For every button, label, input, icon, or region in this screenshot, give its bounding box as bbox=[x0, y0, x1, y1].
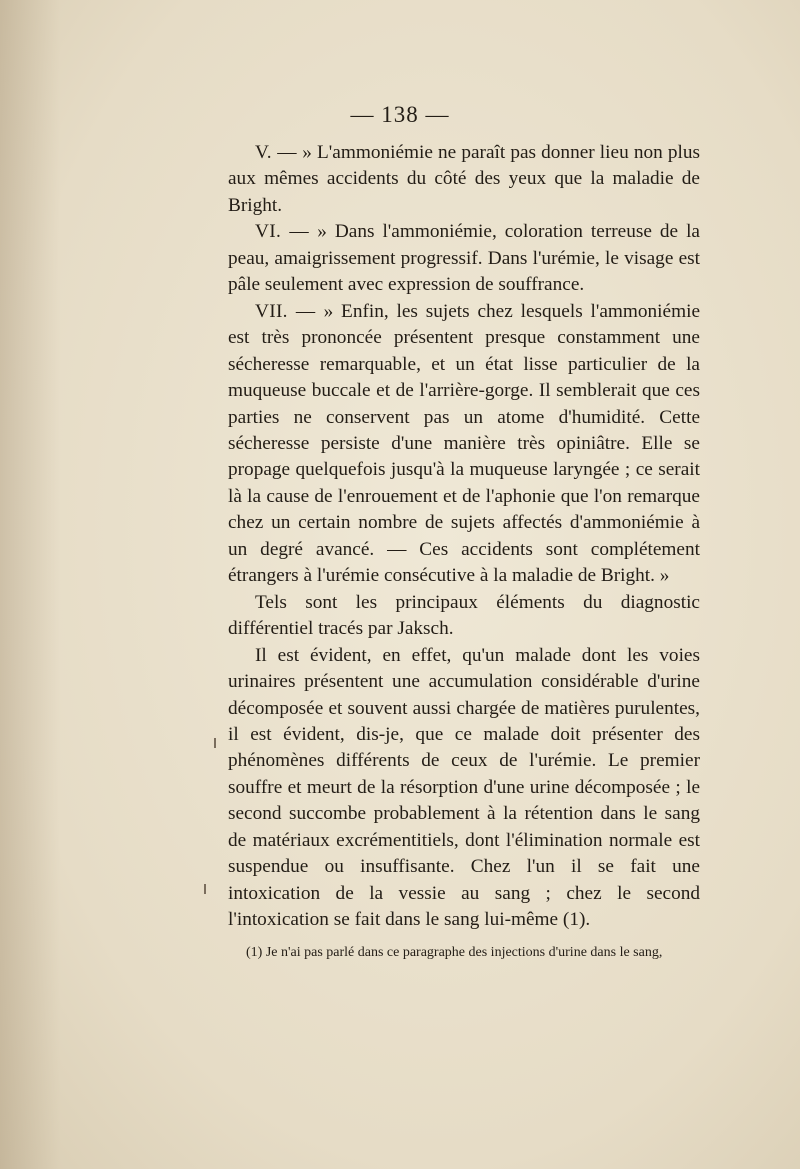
paragraph-v bbox=[228, 140, 700, 219]
paragraph-vi bbox=[228, 219, 700, 298]
footnote: (1) Je n'ai pas parlé dans ce paragraphe des injections d'urine dans le sang, bbox=[246, 945, 663, 960]
margin-mark bbox=[204, 884, 206, 894]
paragraph-vii bbox=[228, 299, 700, 590]
paragraph-text: » Dans l'ammoniémie, coloration terreuse de la peau, amaigrissement progressif. Dans l'urémie, le visage est pâle seulement avec expression de souffrance. bbox=[228, 221, 700, 296]
margin-mark bbox=[214, 738, 216, 748]
paragraph-text: Tels sont les principaux éléments du diagnostic différentiel tracés par Jaksch. bbox=[228, 591, 700, 640]
section-marker: V. — bbox=[255, 142, 303, 163]
paragraph-text: Il est évident, en effet, qu'un malade dont les voies urinaires présentent une accumulation considérable d'urine décomposée et souvent aussi chargée de matières purulentes, il est évident, dis-je, que ce malade doit présenter des phénomènes différents de ceux de l'urémie. Le premier souffre et meurt de la résorption d'une urine décomposée ; le second succombe probablement à la rétention dans le sang de matériaux excrémentitiels, dont l'élimination normale est suspendue ou insuffisante. Chez l'un il se fait une intoxication de la vessie au sang ; chez le second l'intoxication se fait dans le sang lui-même (1). bbox=[228, 644, 700, 931]
paragraph-text: » Enfin, les sujets chez lesquels l'ammoniémie est très prononcée présentent presque constamment une sécheresse remarquable, et un état lisse particulier de la muqueuse buccale et de l'arrière-gorge. Il semblerait que ces parties ne conservent pas un atome d'humidité. Cette sécheresse persiste d'une manière très opiniâtre. Elle se propage quelquefois jusqu'à la muqueuse laryngée ; ce serait là la cause de l'enrouement et de l'aphonie que l'on remarque chez un certain nombre de sujets affectés d'ammoniémie à un degré avancé. — Ces accidents sont complétement étrangers à l'urémie consécutive à la maladie de Bright. » bbox=[228, 300, 701, 587]
paragraph-summary bbox=[228, 590, 700, 643]
section-marker: VII. — bbox=[255, 300, 324, 322]
page-edge-shadow bbox=[0, 0, 60, 1169]
page-number: — 138 — bbox=[350, 102, 450, 127]
paragraph-text: » L'ammoniémie ne paraît pas donner lieu non plus aux mêmes accidents du côté des yeux que la maladie de Bright. bbox=[228, 142, 700, 216]
section-marker: VI. — bbox=[255, 221, 318, 243]
paragraph-discussion bbox=[228, 643, 700, 934]
main-text bbox=[228, 140, 700, 934]
